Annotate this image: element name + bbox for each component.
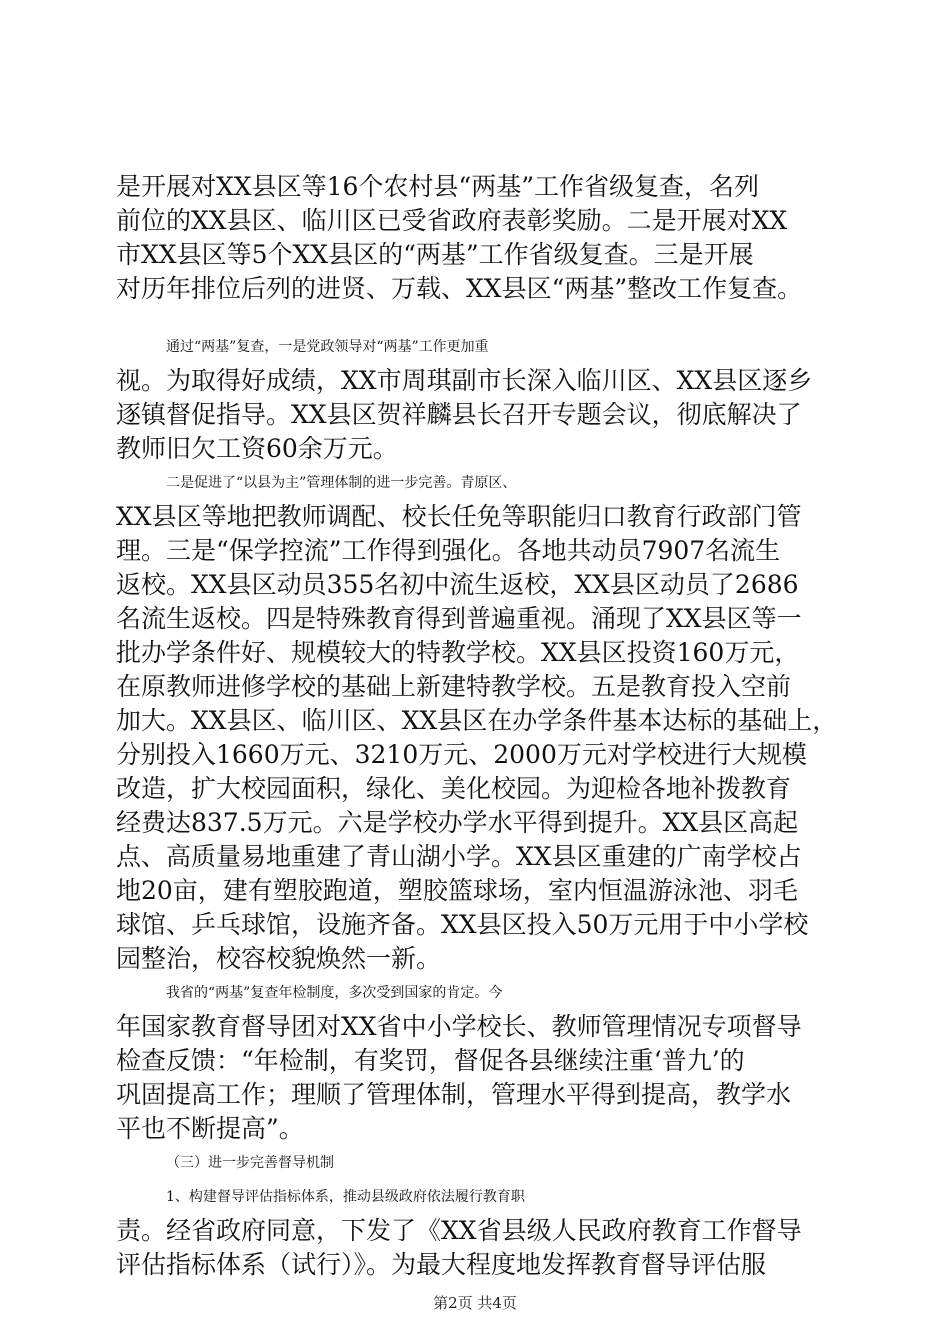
text-line: 理。三是“保学控流”工作得到强化。各地共动员7907名流生 <box>116 536 781 565</box>
text-line: 逐镇督促指导。XX县区贺祥麟县长召开专题会议，彻底解决了 <box>116 400 802 429</box>
text-line: 检查反馈：“年检制，有奖罚，督促各县继续注重‘普九’的 <box>116 1046 745 1075</box>
text-line: 点、高质量易地重建了青山湖小学。XX县区重建的广南学校占 <box>116 842 802 871</box>
text-line: 名流生返校。四是特殊教育得到普遍重视。涌现了XX县区等一 <box>116 604 802 633</box>
text-line: 园整治，校容校貌焕然一新。 <box>116 944 442 973</box>
text-line: 视。为取得好成绩，XX市周琪副市长深入临川区、XX县区逐乡 <box>116 366 813 395</box>
text-line: 教师旧欠工资60余万元。 <box>116 434 398 463</box>
text-line: 1、构建督导评估指标体系，推动县级政府依法履行教育职 <box>166 1189 525 1205</box>
text-line: 责。经省政府同意，下发了《XX省县级人民政府教育工作督导 <box>116 1216 802 1245</box>
text-line: 对历年排位后列的进贤、万载、XX县区“两基”整改工作复查。 <box>116 274 803 303</box>
text-line: 年国家教育督导团对XX省中小学校长、教师管理情况专项督导 <box>116 1012 802 1041</box>
section-heading: （三）进一步完善督导机制 <box>166 1155 334 1171</box>
text-line: 巩固提高工作；理顺了管理体制，管理水平得到提高，教学水 <box>116 1080 792 1109</box>
page-footer: 第2页 共4页 <box>433 1294 517 1312</box>
text-line: 通过“两基”复查，一是党政领导对“两基”工作更加重 <box>166 339 489 355</box>
text-line: 地20亩，建有塑胶跑道，塑胶篮球场，室内恒温游泳池、羽毛 <box>116 876 798 905</box>
text-line: 二是促进了“以县为主”管理体制的进一步完善。青原区、 <box>166 475 517 491</box>
text-line: 经费达837.5万元。六是学校办学水平得到提升。XX县区高起 <box>116 808 799 837</box>
text-line: XX县区等地把教师调配、校长任免等职能归口教育行政部门管 <box>116 502 802 531</box>
text-line: 改造，扩大校园面积，绿化、美化校园。为迎检各地补拨教育 <box>116 774 792 803</box>
text-line: 我省的“两基”复查年检制度，多次受到国家的肯定。今 <box>166 985 503 1001</box>
text-line: 市XX县区等5个XX县区的“两基”工作省级复查。三是开展 <box>116 240 754 269</box>
text-line: 加大。XX县区、临川区、XX县区在办学条件基本达标的基础上， <box>116 706 838 735</box>
text-line: 前位的XX县区、临川区已受省政府表彰奖励。二是开展对XX <box>116 206 788 235</box>
text-line: 批办学条件好、规模较大的特教学校。XX县区投资160万元， <box>116 638 800 667</box>
text-line: 球馆、乒乓球馆，设施齐备。XX县区投入50万元用于中小学校 <box>116 910 809 939</box>
text-line: 分别投入1660万元、3210万元、2000万元对学校进行大规模 <box>116 740 807 769</box>
text-line: 评估指标体系（试行）》。为最大程度地发挥教育督导评估服 <box>116 1250 767 1279</box>
text-line: 平也不断提高”。 <box>116 1114 304 1143</box>
text-line: 是开展对XX县区等16个农村县“两基”工作省级复查，名列 <box>116 172 759 201</box>
text-line: 返校。XX县区动员355名初中流生返校，XX县区动员了2686 <box>116 570 799 599</box>
text-line: 在原教师进修学校的基础上新建特教学校。五是教育投入空前 <box>116 672 792 701</box>
